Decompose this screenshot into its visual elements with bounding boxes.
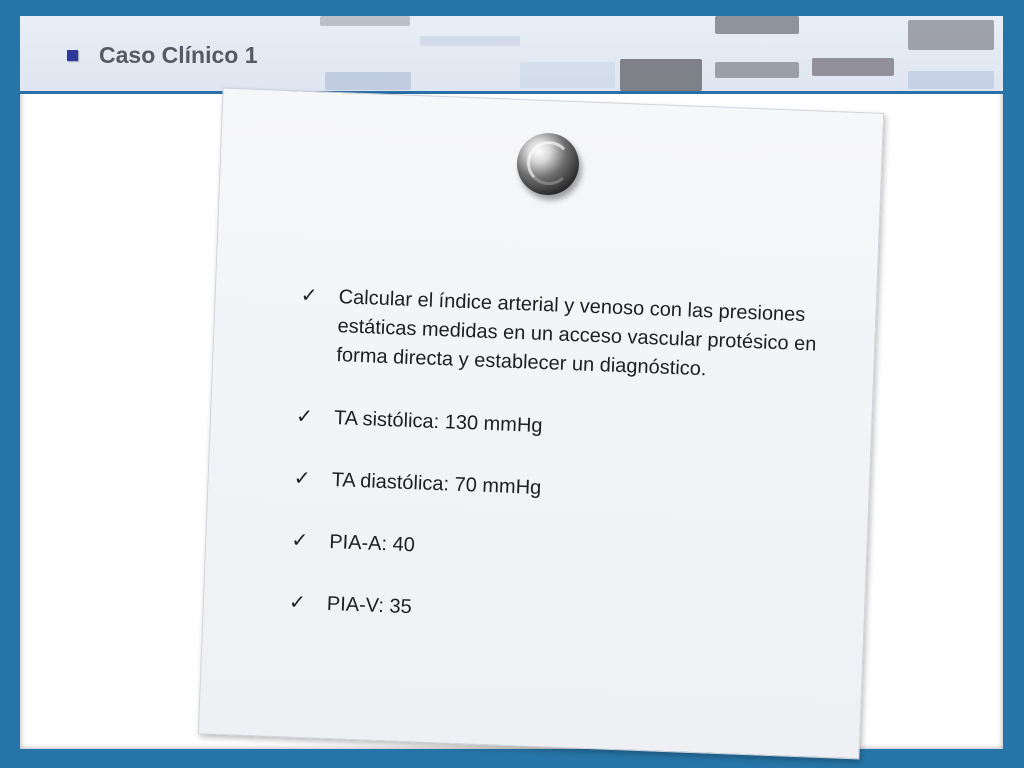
header-decoration bbox=[620, 59, 702, 91]
header-decoration bbox=[325, 72, 411, 90]
list-item bbox=[293, 465, 814, 514]
header-decoration bbox=[420, 36, 520, 46]
slide-title: Caso Clínico 1 bbox=[99, 42, 258, 68]
header-decoration bbox=[320, 16, 410, 26]
list-item-text: Calcular el índice arterial y venoso con las presiones estáticas medidas en un acceso vascular protésico en forma directa y establecer un diagnóstico. bbox=[336, 286, 817, 381]
header-decoration bbox=[520, 62, 615, 88]
checkmark-icon: ✓ bbox=[290, 529, 309, 553]
pushpin-highlight bbox=[526, 140, 572, 186]
checkmark-icon: ✓ bbox=[300, 284, 318, 308]
header-divider bbox=[20, 91, 1003, 94]
list-item bbox=[298, 282, 821, 389]
header-decoration bbox=[715, 16, 799, 34]
list-item bbox=[296, 403, 817, 452]
checkmark-icon: ✓ bbox=[288, 591, 307, 615]
list-item bbox=[291, 527, 812, 576]
list-item-text: TA diastólica: 70 mmHg bbox=[331, 469, 542, 500]
pushpin-icon bbox=[516, 132, 580, 196]
list-item-text: TA sistólica: 130 mmHg bbox=[333, 407, 543, 438]
list-item-text: PIA-V: 35 bbox=[326, 592, 413, 619]
checkmark-icon: ✓ bbox=[295, 405, 314, 429]
header-decoration bbox=[908, 20, 994, 50]
checklist bbox=[288, 282, 821, 638]
list-item-text: PIA-A: 40 bbox=[328, 530, 416, 557]
header-decoration bbox=[908, 71, 994, 89]
header-decoration bbox=[715, 62, 799, 78]
square-bullet-icon bbox=[67, 50, 78, 61]
header-decoration bbox=[812, 58, 894, 76]
sticky-note bbox=[198, 88, 884, 760]
list-item bbox=[288, 588, 809, 637]
title-row bbox=[67, 42, 257, 69]
checkmark-icon: ✓ bbox=[293, 467, 311, 491]
